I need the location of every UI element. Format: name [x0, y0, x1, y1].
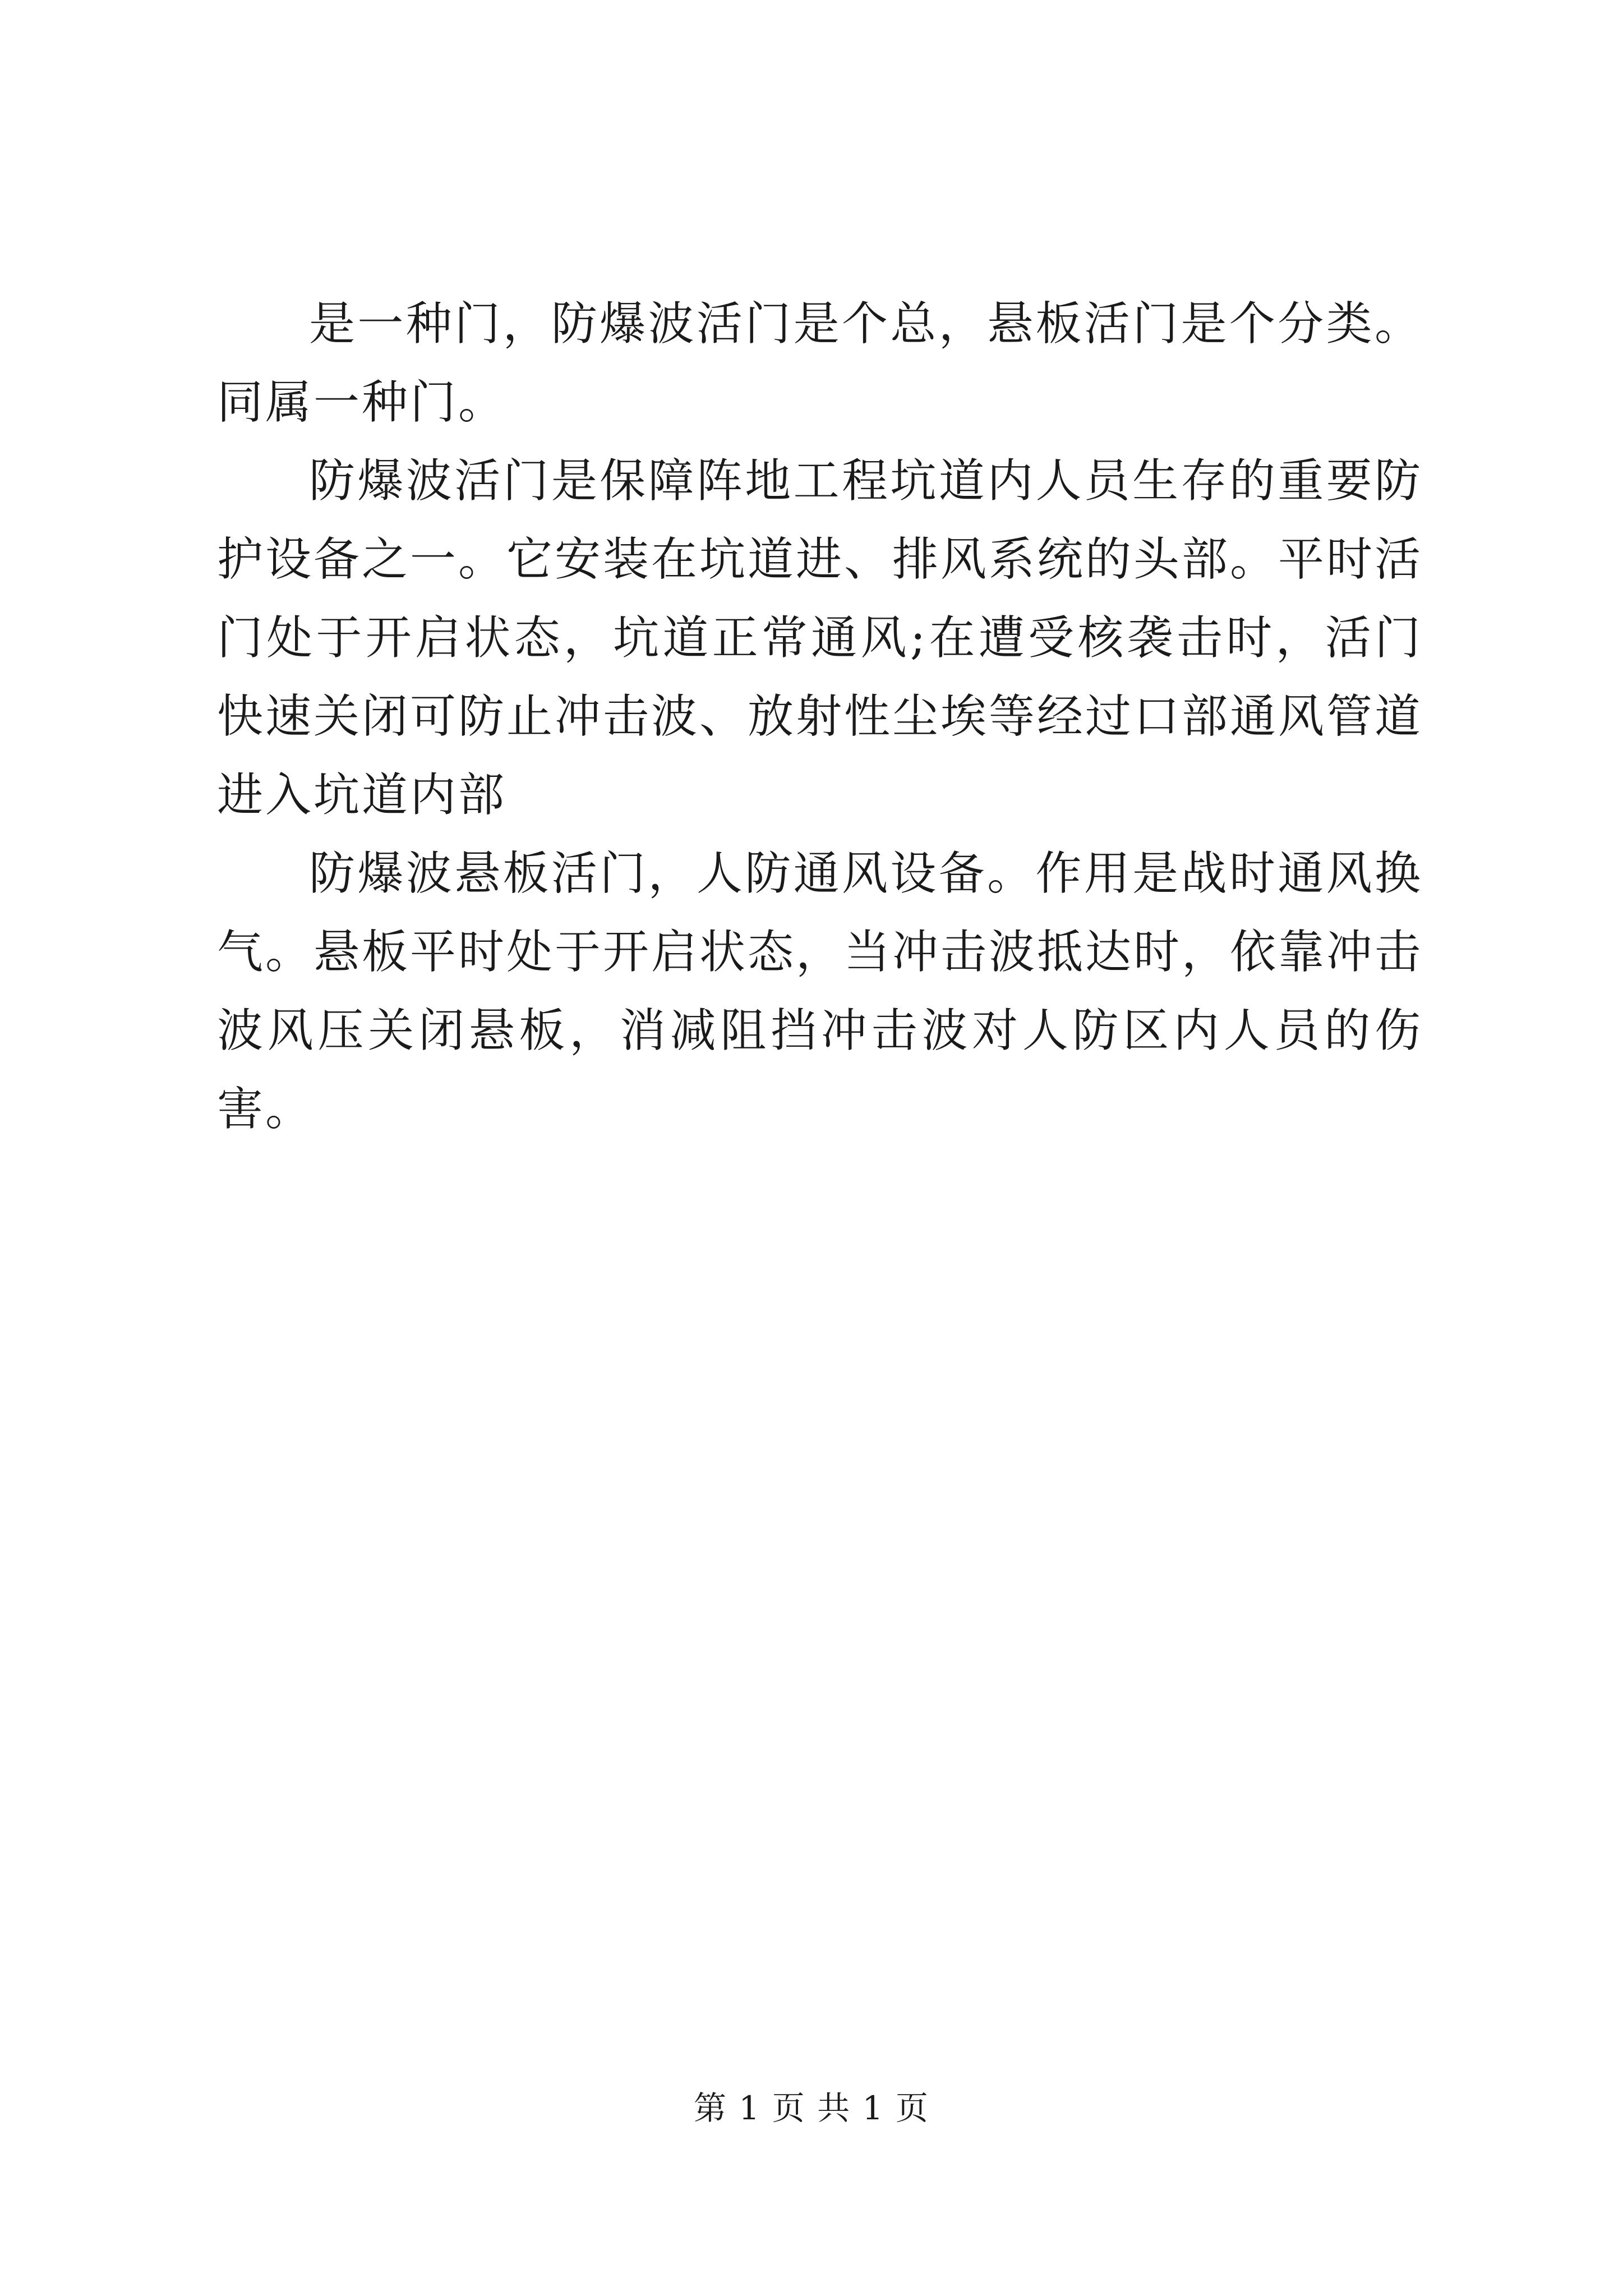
document-body: [217, 285, 1423, 1149]
paragraph-1: 是一种门，防爆波活门是个总，悬板活门是个分类。同属一种门。: [217, 297, 1423, 429]
paragraph-2: 防爆波活门是保障阵地工程坑道内人员生存的重要防护设备之一。它安装在坑道进、排风系统的头部。平时活门处于开启状态，坑道正常通风;在遭受核袭击时，活门快速关闭可防止冲击波、放射性尘埃等经过口部通风管道进入坑道内部: [217, 454, 1423, 822]
paragraph-3: 防爆波悬板活门，人防通风设备。作用是战时通风换气。悬板平时处于开启状态，当冲击波抵达时，依靠冲击波风压关闭悬板，消减阻挡冲击波对人防区内人员的伤害。: [217, 847, 1423, 1136]
page-footer: 第 1 页 共 1 页: [694, 2089, 929, 2127]
